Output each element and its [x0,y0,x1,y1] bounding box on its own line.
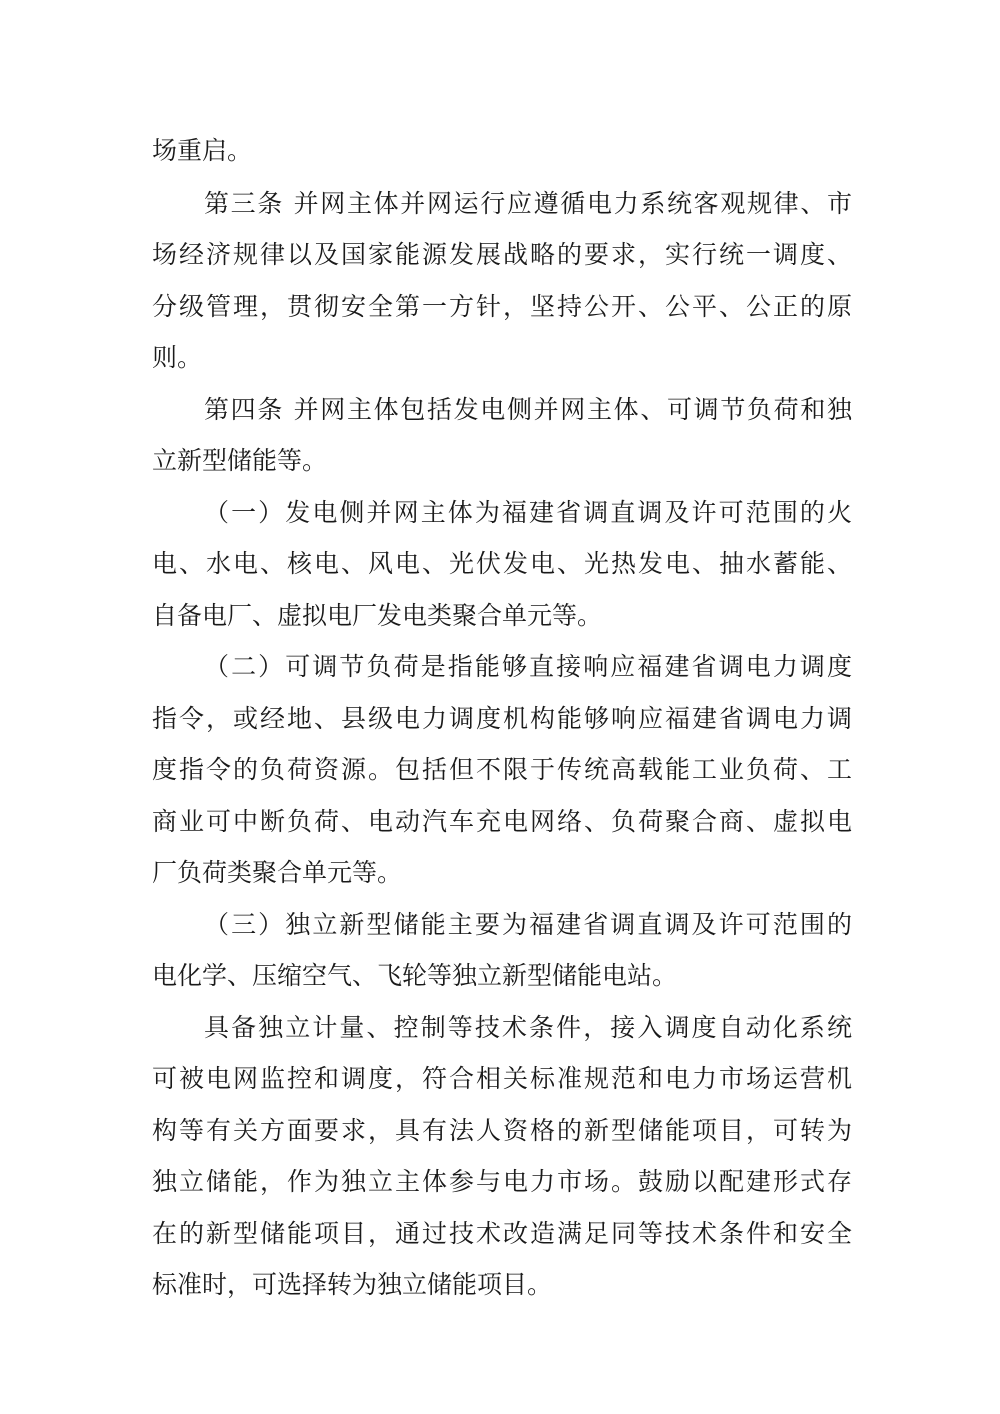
text-line: 场重启。 [152,136,253,165]
text-line: 自备电厂、虚拟电厂发电类聚合单元等。 [152,601,603,630]
text-line: 在的新型储能项目，通过技术改造满足同等技术条件和安全 [152,1219,852,1248]
text-line: （一）发电侧并网主体为福建省调直调及许可范围的火 [204,498,852,527]
text-line: （二）可调节负荷是指能够直接响应福建省调电力调度 [204,652,852,681]
text-line: 电化学、压缩空气、飞轮等独立新型储能电站。 [152,961,678,990]
text-line: （三）独立新型储能主要为福建省调直调及许可范围的 [204,910,852,939]
text-line: 可被电网监控和调度，符合相关标准规范和电力市场运营机 [152,1064,852,1093]
text-line: 构等有关方面要求，具有法人资格的新型储能项目，可转为 [152,1116,852,1145]
text-line: 具备独立计量、控制等技术条件，接入调度自动化系统 [204,1013,852,1042]
text-line: 标准时，可选择转为独立储能项目。 [152,1270,553,1299]
text-line: 独立储能，作为独立主体参与电力市场。鼓励以配建形式存 [152,1167,852,1196]
text-line: 指令，或经地、县级电力调度机构能够响应福建省调电力调 [152,704,852,733]
text-line: 场经济规律以及国家能源发展战略的要求，实行统一调度、 [152,240,852,269]
text-line: 厂负荷类聚合单元等。 [152,858,403,887]
text-line: 商业可中断负荷、电动汽车充电网络、负荷聚合商、虚拟电 [152,807,852,836]
text-line: 第四条 并网主体包括发电侧并网主体、可调节负荷和独 [204,395,852,424]
text-line: 则。 [152,343,203,372]
text-line: 第三条 并网主体并网运行应遵循电力系统客观规律、市 [204,189,852,218]
text-line: 电、水电、核电、风电、光伏发电、光热发电、抽水蓄能、 [152,549,852,578]
text-line: 分级管理，贯彻安全第一方针，坚持公开、公平、公正的原 [152,292,852,321]
text-line: 度指令的负荷资源。包括但不限于传统高载能工业负荷、工 [152,755,852,784]
text-line: 立新型储能等。 [152,446,328,475]
